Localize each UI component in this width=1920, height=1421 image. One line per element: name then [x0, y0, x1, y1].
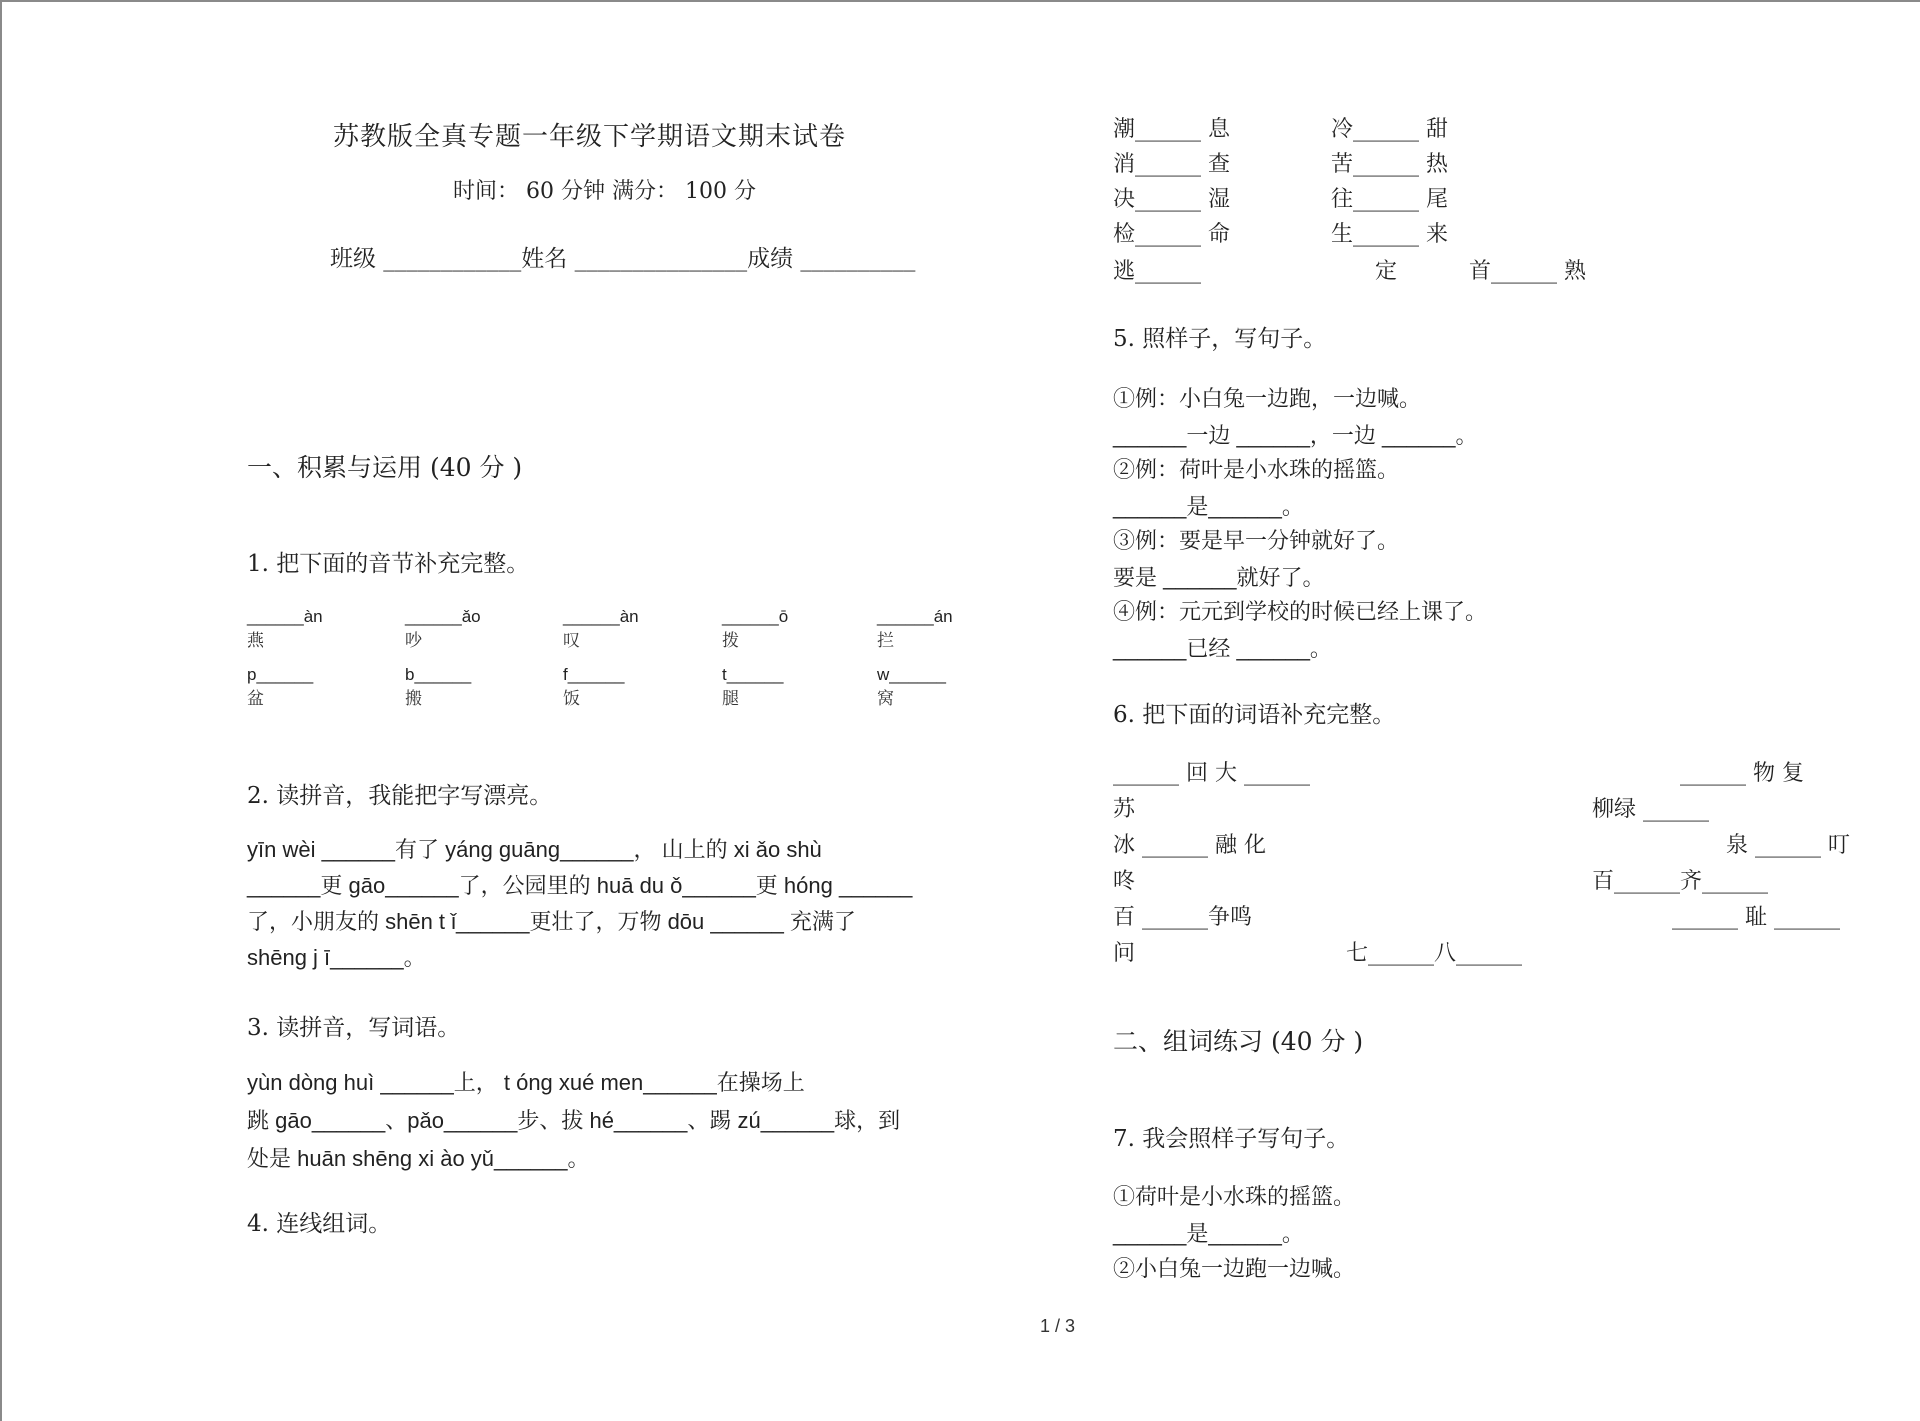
example-line: ④例：元元到学校的时候已经上课了。 [1113, 600, 1488, 625]
idiom-fill: 冰 ______ 融 化 [1113, 833, 1266, 858]
answer-line: ______一边 ______，一边 ______。 [1113, 422, 1478, 448]
pinyin-blank: b______ [405, 665, 472, 684]
student-info-line: 班级 ____________姓名 _______________成绩 __________ [330, 246, 916, 272]
example-line: ①例：小白兔一边跑，一边喊。 [1113, 387, 1422, 412]
idiom-fill: 柳绿 ______ [1592, 797, 1709, 822]
paragraph-line: shēng j ī______。 [247, 945, 426, 970]
idiom-fill: 咚 [1113, 869, 1136, 894]
pinyin-cell [722, 662, 862, 720]
word-pair: 生______ 来 [1331, 222, 1448, 247]
example-line: ③例：要是早一分钟就好了。 [1113, 529, 1400, 554]
pinyin-paragraph [247, 1064, 1007, 1178]
page-number: 1 / 3 [1040, 1316, 1076, 1336]
exam-meta: 时间： 60 分钟 满分： 100 分 [453, 179, 756, 204]
section-heading: 二、组词练习 (40 分 ) [1113, 1027, 1364, 1056]
word-pair-row [1113, 112, 1633, 146]
character: 腿 [722, 689, 739, 709]
question-label: 7. 我会照样子写句子。 [1113, 1126, 1350, 1152]
word-pair-row [1113, 217, 1633, 251]
pinyin-cell [722, 604, 862, 662]
character: 拦 [877, 631, 894, 651]
word-pair-row [1113, 182, 1633, 216]
word-pair-row [1113, 147, 1633, 181]
pinyin-paragraph [247, 832, 1007, 976]
pinyin-blank: f______ [563, 665, 625, 684]
example-line: ②例：荷叶是小水珠的摇篮。 [1113, 458, 1400, 483]
example-line: ①荷叶是小水珠的摇篮。 [1113, 1185, 1356, 1210]
word-pair-row [1113, 254, 1633, 288]
answer-line: ______已经 ______。 [1113, 635, 1332, 661]
pinyin-cell [563, 604, 703, 662]
pinyin-cell [877, 604, 1017, 662]
character: 拨 [722, 631, 739, 651]
question-label: 6. 把下面的词语补充完整。 [1113, 702, 1396, 728]
example-list [1113, 382, 1713, 666]
pinyin-cell [405, 604, 545, 662]
pinyin-blank: t______ [722, 665, 784, 684]
paragraph-line: ______更 gāo______了，公园里的 huā du ǒ______更 hóng ______ [247, 873, 913, 898]
idiom-fill: ______ 耻 ______ [1672, 905, 1840, 930]
idiom-fill: 百______齐______ [1592, 869, 1769, 894]
question-label: 4. 连线组词。 [247, 1211, 392, 1237]
word-pair: 潮______ 息 [1113, 117, 1230, 142]
idiom-fill: ______ 回 大 ______ [1113, 761, 1310, 786]
idiom-fill: 问 [1113, 941, 1136, 966]
paragraph-line: 跳 gāo______、pǎo______步、拔 hé______、踢 zú______球，到 [247, 1108, 901, 1133]
idiom-fill: ______ 物 复 [1680, 761, 1804, 786]
pinyin-cell [247, 604, 387, 662]
answer-line: ______是______。 [1113, 1221, 1304, 1246]
word-pair: 消______ 查 [1113, 152, 1230, 177]
character: 燕 [247, 631, 264, 651]
word-pair: 冷______ 甜 [1331, 117, 1448, 142]
word-pair: 定 [1375, 259, 1398, 284]
question-label: 2. 读拼音，我能把字写漂亮。 [247, 783, 553, 809]
paragraph-line: yīn wèi ______有了 yáng guāng______， 山上的 xi ǎo shù [247, 837, 822, 862]
character: 盆 [247, 689, 264, 709]
word-pair: 决______ 湿 [1113, 187, 1230, 212]
word-pair: 苦______ 热 [1331, 152, 1448, 177]
paragraph-line: yùn dòng huì ______上， t óng xué men______在操场上 [247, 1070, 805, 1095]
question-label: 5. 照样子，写句子。 [1113, 326, 1327, 352]
word-pair: 首______ 熟 [1469, 259, 1586, 284]
paragraph-line: 处是 huān shēng xi ào yǔ______。 [247, 1146, 590, 1171]
idiom-fill: 泉 ______ 叮 [1726, 833, 1850, 858]
question-label: 3. 读拼音，写词语。 [247, 1015, 461, 1041]
section-heading: 一、积累与运用 (40 分 ) [247, 453, 523, 482]
paragraph-line: 了，小朋友的 shēn t ǐ______更壮了，万物 dōu ______ 充满了 [247, 909, 856, 934]
answer-line: 要是 ______就好了。 [1113, 564, 1325, 590]
pinyin-blank: ______ǎo [405, 607, 481, 626]
page-title: 苏教版全真专题一年级下学期语文期末试卷 [333, 122, 847, 152]
idiom-fill: 苏 [1113, 797, 1136, 822]
pinyin-blank: ______àn [563, 607, 639, 626]
pinyin-blank: ______àn [247, 607, 323, 626]
pinyin-cell [405, 662, 545, 720]
character: 吵 [405, 631, 422, 651]
pinyin-blank: ______ō [722, 607, 789, 626]
pinyin-blank: w______ [877, 665, 947, 684]
word-pair: 检______ 命 [1113, 222, 1230, 247]
pinyin-blank: p______ [247, 665, 314, 684]
question-label: 1. 把下面的音节补充完整。 [247, 551, 530, 577]
answer-line: ______是______。 [1113, 493, 1304, 519]
idiom-fill: 百 ______争鸣 [1113, 905, 1252, 930]
pinyin-cell [247, 662, 387, 720]
idiom-fill: 七______八______ [1346, 941, 1523, 966]
pinyin-cell [877, 662, 1017, 720]
pinyin-cell [563, 662, 703, 720]
example-line: ②小白兔一边跑一边喊。 [1113, 1257, 1356, 1282]
character: 搬 [405, 689, 422, 709]
pinyin-blank: ______án [877, 607, 953, 626]
example-list [1113, 1180, 1713, 1288]
word-pair: 逃______ [1113, 259, 1202, 284]
character: 饭 [563, 689, 580, 709]
character: 窝 [877, 689, 894, 709]
word-pair: 往______ 尾 [1331, 187, 1448, 212]
character: 叹 [563, 631, 580, 651]
pinyin-grid [247, 604, 1007, 724]
